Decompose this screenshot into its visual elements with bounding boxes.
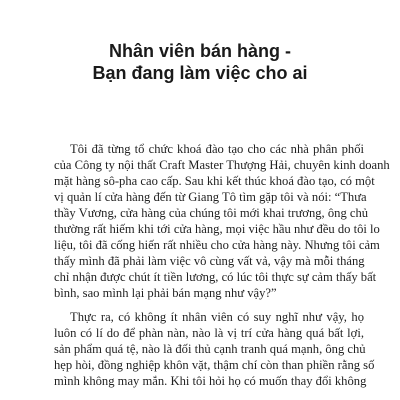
- text-line: thầy Vương, cửa hàng của chúng tôi mới khai trương, ông chủ: [54, 206, 369, 220]
- text-line: chỉ nhận được chút ít tiền lương, có lúc tôi thực sự cảm thấy bất: [54, 270, 377, 284]
- text-line: thường rất hiếm khi tới cửa hàng, mọi việc hầu như đều do tôi lo: [54, 222, 380, 236]
- text-line: vị quản lí cửa hàng đến từ Giang Tô tìm gặp tôi và nói: “Thưa: [54, 190, 367, 204]
- text-line: thấy mình đã phải làm việc vô cùng vất vả, vậy mà mỗi tháng: [54, 254, 365, 268]
- text-line: Thực ra, có không ít nhân viên có suy nghĩ như vậy, họ: [70, 310, 364, 324]
- text-line: của Công ty nội thất Craft Master Thượng Hải, chuyên kinh doanh: [54, 158, 390, 172]
- text-line: sản phẩm quá tệ, nào là đối thủ cạnh tranh quá mạnh, ông chủ: [54, 342, 366, 356]
- text-line: liệu, tôi đã cống hiến rất nhiều cho cửa hàng này. Nhưng tôi cảm: [54, 238, 380, 252]
- text-line: mình không may mắn. Khi tôi hỏi họ có muốn thay đổi không: [54, 374, 367, 388]
- chapter-title-line-1: Nhân viên bán hàng -: [108, 41, 291, 61]
- text-line: hẹp hòi, đồng nghiệp khôn vặt, thậm chí còn than phiền rằng số: [54, 358, 375, 372]
- text-line: bình, sao mình lại phải bán mạng như vậy?”: [54, 286, 277, 300]
- text-line: luôn có lí do để phàn nàn, nào là vị trí cửa hàng quá bất lợi,: [54, 326, 364, 340]
- text-line: Tôi đã từng tổ chức khoá đào tạo cho các nhà phân phối: [70, 142, 364, 156]
- chapter-title-line-2: Bạn đang làm việc cho ai: [92, 63, 308, 83]
- text-line: mặt hàng sô-pha cao cấp. Sau khi kết thúc khoá đào tạo, có một: [54, 174, 375, 188]
